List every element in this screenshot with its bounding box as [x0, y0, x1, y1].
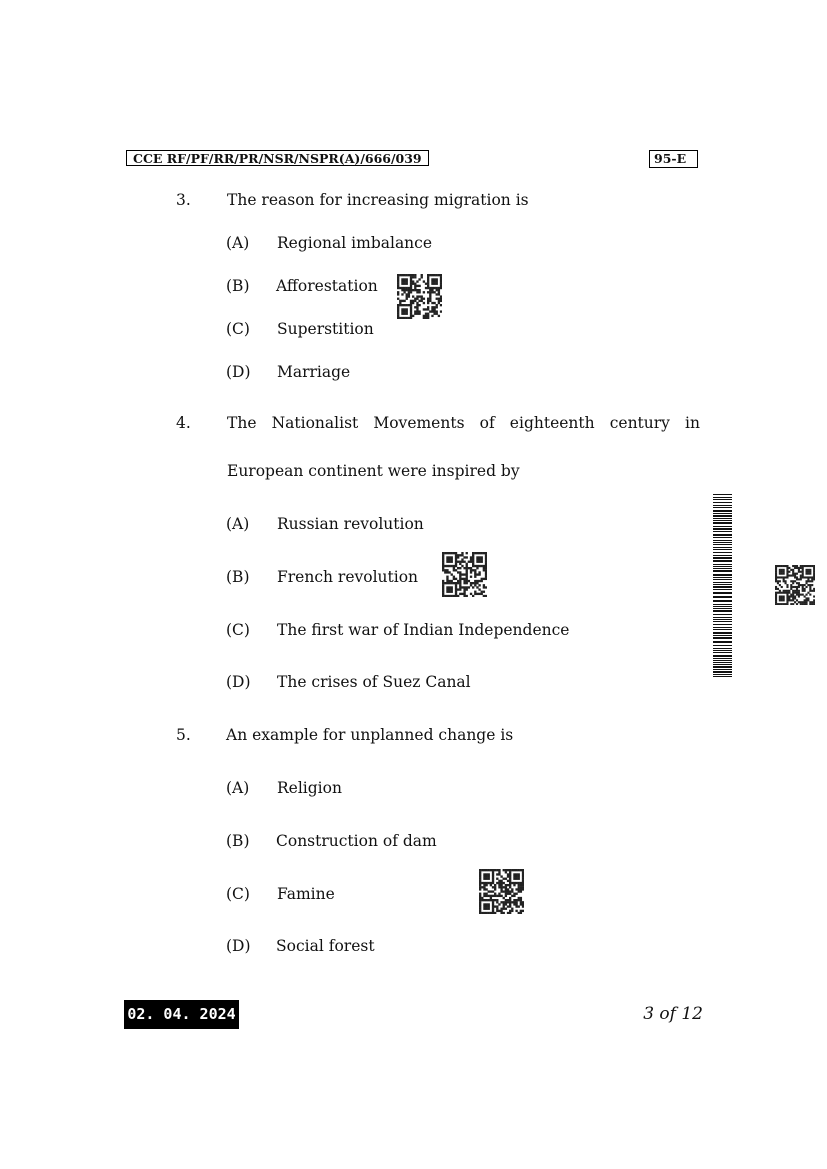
q3-option-c-letter: (C): [226, 320, 250, 338]
question-3-text: The reason for increasing migration is: [227, 191, 529, 209]
q3-option-d-letter: (D): [226, 363, 251, 381]
q3-option-a-text: Regional imbalance: [277, 234, 433, 252]
q3-option-b-letter: (B): [226, 277, 250, 295]
qr-code-icon: [397, 274, 442, 319]
q4-option-a-letter: (A): [226, 515, 250, 533]
q4-option-c-letter: (C): [226, 621, 250, 639]
barcode-icon: [713, 494, 732, 677]
q5-option-a-text: Religion: [277, 779, 342, 797]
q3-option-c-text: Superstition: [277, 320, 374, 338]
set-code: 95-E: [649, 150, 698, 168]
question-4-text-line-1: The Nationalist Movements of eighteenth century in: [227, 414, 700, 432]
q5-option-b-text: Construction of dam: [276, 832, 437, 850]
q4-option-d-text: The crises of Suez Canal: [277, 673, 471, 691]
qr-code-icon: [479, 869, 524, 914]
paper-code: CCE RF/PF/RR/PR/NSR/NSPR(A)/666/039: [126, 150, 429, 166]
q5-option-c-letter: (C): [226, 885, 250, 903]
q4-option-a-text: Russian revolution: [277, 515, 424, 533]
q4-option-d-letter: (D): [226, 673, 251, 691]
page-number: 3 of 12: [643, 1004, 703, 1024]
exam-date-badge: 02. 04. 2024: [124, 1000, 239, 1029]
q4-option-b-letter: (B): [226, 568, 250, 586]
q5-option-a-letter: (A): [226, 779, 250, 797]
question-5-number: 5.: [176, 726, 191, 744]
qr-code-icon: [442, 552, 487, 597]
q3-option-b-text: Afforestation: [276, 277, 378, 295]
question-4-text-line-2: European continent were inspired by: [227, 462, 520, 480]
q4-option-b-text: French revolution: [277, 568, 419, 586]
q5-option-d-text: Social forest: [276, 937, 375, 955]
qr-code-icon: [775, 565, 815, 605]
q5-option-d-letter: (D): [226, 937, 251, 955]
q3-option-d-text: Marriage: [277, 363, 351, 381]
q5-option-c-text: Famine: [277, 885, 335, 903]
q4-option-c-text: The first war of Indian Independence: [277, 621, 570, 639]
q5-option-b-letter: (B): [226, 832, 250, 850]
question-4-number: 4.: [176, 414, 191, 432]
question-5-text: An example for unplanned change is: [226, 726, 514, 744]
question-3-number: 3.: [176, 191, 191, 209]
q3-option-a-letter: (A): [226, 234, 250, 252]
